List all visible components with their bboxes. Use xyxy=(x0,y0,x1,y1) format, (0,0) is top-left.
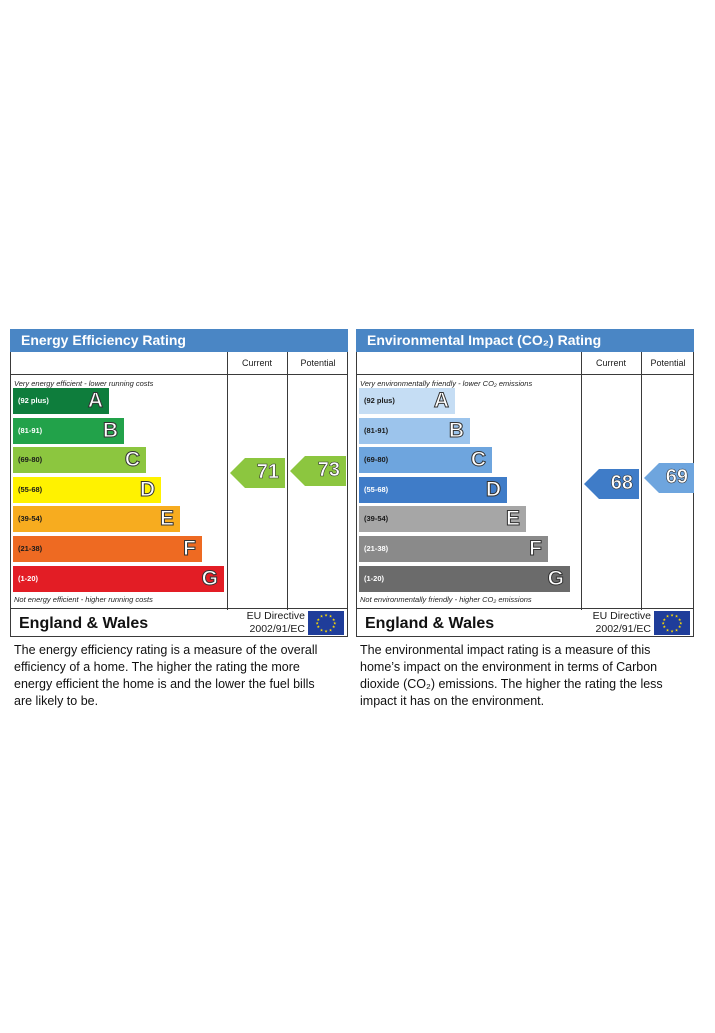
header-divider xyxy=(357,374,693,375)
band-letter: G xyxy=(547,566,564,590)
band-range: (92 plus) xyxy=(364,396,395,405)
band-range: (55-68) xyxy=(18,484,43,494)
band-letter: C xyxy=(124,448,140,472)
bottom-note: Not environmentally friendly - higher CO₂ emissions xyxy=(360,595,532,604)
bottom-note: Not energy efficient - higher running costs xyxy=(14,595,153,604)
svg-text:★: ★ xyxy=(319,613,324,619)
band-letter: F xyxy=(529,537,542,560)
energy-efficiency-panel xyxy=(10,329,348,637)
rating-band-e xyxy=(359,506,526,532)
potential-column-header: Potential xyxy=(650,358,686,368)
rating-band-f xyxy=(359,536,548,562)
band-letter: A xyxy=(87,389,103,412)
svg-text:★: ★ xyxy=(316,617,321,622)
potential-column-header: Potential xyxy=(300,358,336,368)
footer xyxy=(357,609,693,636)
svg-text:★: ★ xyxy=(679,620,683,626)
rating-frame xyxy=(10,352,348,637)
svg-text:★: ★ xyxy=(670,612,674,618)
svg-text:★: ★ xyxy=(661,620,665,626)
svg-text:★: ★ xyxy=(662,624,667,629)
svg-text:★: ★ xyxy=(677,624,682,629)
band-letter: G xyxy=(201,566,218,590)
svg-text:★: ★ xyxy=(324,628,328,634)
current-column-header: Current xyxy=(595,358,626,368)
band-range: (21-38) xyxy=(18,544,43,553)
band-letter: C xyxy=(470,448,486,472)
column-divider xyxy=(227,352,228,610)
band-letter: E xyxy=(505,507,520,531)
svg-text:★: ★ xyxy=(324,612,328,618)
rating-band-d xyxy=(359,477,507,503)
environmental-impact-panel xyxy=(356,329,694,637)
top-note: Very energy efficient - lower running costs xyxy=(14,379,154,388)
svg-text:★: ★ xyxy=(674,613,679,619)
rating-band-g xyxy=(13,566,224,592)
rating-band-b xyxy=(13,418,124,444)
rating-band-c xyxy=(359,447,492,473)
rating-band-g xyxy=(359,566,570,592)
svg-text:★: ★ xyxy=(331,624,336,629)
band-range: (55-68) xyxy=(364,484,389,494)
svg-text:★: ★ xyxy=(665,627,670,633)
rating-band-d xyxy=(13,477,161,503)
rating-band-c xyxy=(13,447,146,473)
band-range: (1-20) xyxy=(364,573,385,583)
environment-description: The environmental impact rating is a measure of this home’s impact on the environment in terms of Carbon dioxide (CO₂) emissions. The higher the rating the less impact it has on the environment. xyxy=(360,643,663,708)
band-letter: B xyxy=(448,418,464,442)
svg-text:★: ★ xyxy=(677,617,682,622)
panel-title: Environmental Impact (CO₂) Rating xyxy=(356,329,694,352)
svg-text:★: ★ xyxy=(316,624,321,629)
eu-directive-line1: EU Directive xyxy=(592,610,651,622)
svg-text:★: ★ xyxy=(665,613,670,619)
band-range: (81-91) xyxy=(364,425,389,435)
band-range: (92 plus) xyxy=(18,396,49,405)
svg-text:★: ★ xyxy=(333,620,337,626)
band-letter: B xyxy=(102,418,118,442)
rating-band-b xyxy=(359,418,470,444)
panel-title: Energy Efficiency Rating xyxy=(10,329,348,352)
current-rating-arrow xyxy=(230,458,285,488)
band-range: (39-54) xyxy=(364,514,389,524)
band-letter: D xyxy=(485,477,501,501)
rating-band-a xyxy=(13,388,109,414)
eu-directive-line2: 2002/91/EC xyxy=(595,623,651,635)
region-label: England & Wales xyxy=(19,615,149,632)
potential-rating-value: 69 xyxy=(665,466,688,488)
column-divider xyxy=(581,352,582,610)
band-letter: D xyxy=(139,477,155,501)
band-range: (69-80) xyxy=(364,455,389,465)
svg-text:★: ★ xyxy=(319,627,324,633)
eu-flag-icon xyxy=(308,611,344,635)
eu-directive xyxy=(593,610,651,636)
rating-band-e xyxy=(13,506,180,532)
band-range: (69-80) xyxy=(18,455,43,465)
current-rating-value: 71 xyxy=(256,461,279,483)
band-letter: E xyxy=(159,507,174,531)
band-range: (1-20) xyxy=(18,573,39,583)
band-range: (81-91) xyxy=(18,425,43,435)
current-rating-arrow xyxy=(584,469,639,499)
rating-band-f xyxy=(13,536,202,562)
potential-rating-value: 73 xyxy=(317,459,340,481)
band-letter: A xyxy=(433,389,449,412)
eu-directive-line2: 2002/91/EC xyxy=(249,623,305,635)
header-divider xyxy=(11,374,347,375)
svg-text:★: ★ xyxy=(674,627,679,633)
potential-rating-arrow xyxy=(290,456,346,486)
column-divider xyxy=(287,352,288,610)
region-label: England & Wales xyxy=(365,615,495,632)
potential-rating-arrow xyxy=(644,463,694,493)
svg-text:★: ★ xyxy=(328,627,333,633)
svg-text:★: ★ xyxy=(315,620,319,626)
rating-band-a xyxy=(359,388,455,414)
band-range: (39-54) xyxy=(18,514,43,524)
eu-directive-line1: EU Directive xyxy=(246,610,305,622)
current-rating-value: 68 xyxy=(610,472,633,494)
band-letter: F xyxy=(183,537,196,560)
rating-frame xyxy=(356,352,694,637)
eu-flag-icon xyxy=(654,611,690,635)
svg-text:★: ★ xyxy=(670,628,674,634)
footer xyxy=(11,609,347,636)
band-range: (21-38) xyxy=(364,544,389,553)
current-column-header: Current xyxy=(241,358,272,368)
energy-description: The energy efficiency rating is a measure of the overall efficiency of a home. The higher the rating the more energy efficient the home is and the lower the fuel bills are likely to be. xyxy=(14,643,318,708)
svg-text:★: ★ xyxy=(331,617,336,622)
svg-text:★: ★ xyxy=(662,617,667,622)
column-divider xyxy=(641,352,642,610)
top-note: Very environmentally friendly - lower CO₂ emissions xyxy=(360,379,533,388)
svg-text:★: ★ xyxy=(328,613,333,619)
eu-directive xyxy=(247,610,305,636)
